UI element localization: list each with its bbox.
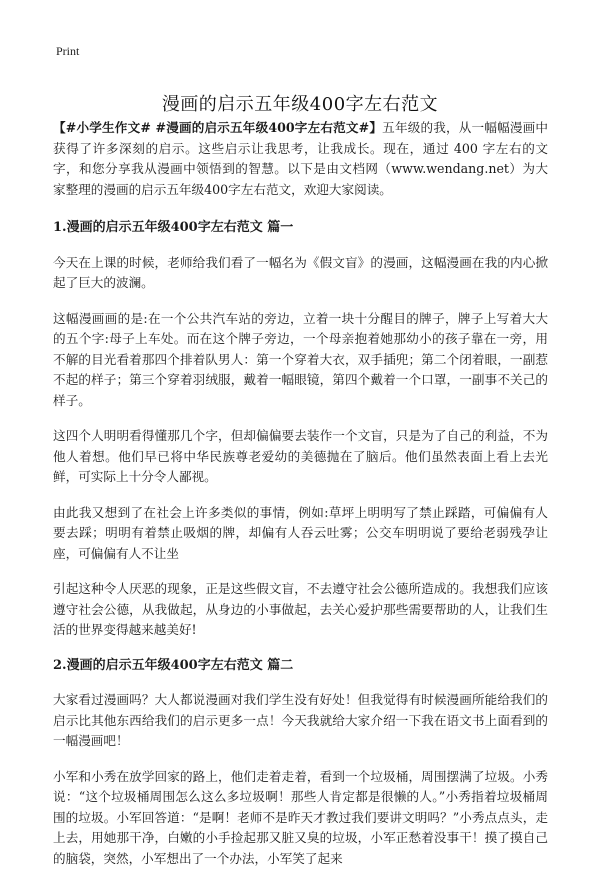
section-heading-1: 1.漫画的启示五年级400字左右范文 篇一 — [53, 220, 294, 235]
intro-paragraph — [53, 118, 548, 200]
section-1-paragraph: 由此我又想到了在社会上许多类似的事情，例如:草坪上明明写了禁止踩踏，可偏偏有人要去踩；明明有着禁止吸烟的牌，却偏有人吞云吐雾；公交车明明说了要给老弱残孕让座，可偏偏有人不让坐 — [53, 504, 548, 561]
section-2-paragraph: 小军和小秀在放学回家的路上，他们走着走着，看到一个垃圾桶，周围摆满了垃圾。小秀说：“这个垃圾桶周围怎么这么多垃圾啊！那些人肯定都是很懒的人。”小秀指着垃圾桶周围的垃圾。小军回答道：“是啊！老师不是昨天才教过我们要讲文明吗？”小秀点点头，走上去，用她那干净，白嫩的小手捡起那又脏又臭的垃圾，小军正愁着没事干！摸了摸自己的脑袋，突然，小军想出了一个办法，小军笑了起来 — [53, 768, 548, 866]
section-heading-2: 2.漫画的启示五年级400字左右范文 篇二 — [53, 657, 294, 673]
section-1-paragraph: 引起这种令人厌恶的现象，正是这些假文盲，不去遵守社会公德所造成的。我想我们应该遵守社会公德，从我做起，从身边的小事做起，去关心爱护那些需要帮助的人，让我们生活的世界变得越来越美好! — [53, 581, 548, 637]
section-2-paragraph: 大家看过漫画吗？大人都说漫画对我们学生没有好处！但我觉得有时候漫画所能给我们的启示比其他东西给我们的启示更多一点！今天我就给大家介绍一下我在语文书上面看到的一幅漫画吧！ — [53, 692, 548, 748]
section-1-paragraph: 这幅漫画画的是:在一个公共汽车站的旁边，立着一块十分醒目的牌子，牌子上写着大大的五个字:母子上车处。而在这个牌子旁边，一个母亲抱着她那幼小的孩子靠在一旁，用不解的目光看着那四个排着队男人：第一个穿着大衣，双手插兜；第二个闭着眼，一副惹不起的样子；第三个穿着羽绒服，戴着一幅眼镜，第四个戴着一个口罩，一副事不关己的样子。 — [53, 310, 548, 408]
intro-text: 五年级的我，从一幅幅漫画中获得了许多深刻的启示。这些启示让我思考，让我成长。现在，通过 400 字左右的文字，和您分享我从漫画中领悟到的智慧。以下是由文档网（www.wendang.net）为大家整理的漫画的启示五年级400字左右范文，欢迎大家阅读。 — [53, 120, 549, 197]
page-title: 漫画的启示五年级400字左右范文 — [161, 94, 439, 116]
section-1-paragraph: 今天在上课的时候，老师给我们看了一幅名为《假文盲》的漫画，这幅漫画在我的内心掀起了巨大的波澜。 — [53, 254, 548, 290]
intro-tags: 【#小学生作文# #漫画的启示五年级400字左右范文#】 — [53, 120, 383, 135]
print-label[interactable]: Print — [56, 44, 80, 58]
article-content — [53, 118, 548, 884]
section-1-paragraph: 这四个人明明看得懂那几个字，但却偏偏要去装作一个文盲，只是为了自己的利益，不为他人着想。他们早已将中华民族尊老爱幼的美德抛在了脑后。他们虽然表面上看上去光鲜，可实际上十分令人鄙视。 — [53, 428, 548, 484]
